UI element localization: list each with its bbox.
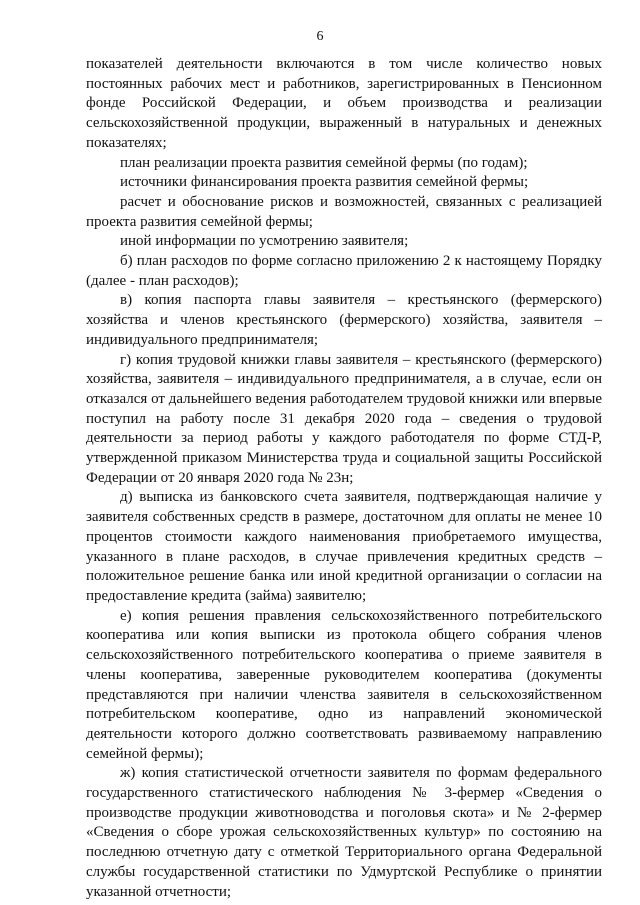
paragraph-other-info: иной информации по усмотрению заявителя; xyxy=(120,233,409,250)
paragraph-item-v: в) копия паспорта главы заявителя – крестьянского (фермерского) хозяйства и членов крестьянского (фермерского) хозяйства, заявителя – индивидуального предпринимателя; xyxy=(86,292,602,348)
paragraph-continuation: показателей деятельности включаются в том числе количество новых постоянных рабочих мест и работников, зарегистрированных в Пенсионном фонде Российской Федерации, и объем производства и реализации сельскохозяйственной продукции, выраженный в натуральных и денежных показателях; xyxy=(86,56,602,151)
paragraph-item-zh: ж) копия статистической отчетности заявителя по формам федерального государственного статистического наблюдения № 3-фермер «Сведения о производстве продукции животноводства и поголовья скота» и № 2-фермер «Сведения о сборе урожая сельскохозяйственных культур» по состоянию на последнюю отчетную дату с отметкой Территориального органа Федеральной службы государственной статистики по Удмуртской Республике о принятии указанной отчетности; xyxy=(86,765,602,900)
paragraph-item-d: д) выписка из банковского счета заявителя, подтверждающая наличие у заявителя собственных средств в размере, достаточном для оплаты не менее 10 процентов стоимости каждого наименования приобретаемого имущества, указанного в плане расходов, в случае привлечения кредитных средств – положительное решение банка или иной кредитной организации о согласии на предоставление кредита (займа) заявителю; xyxy=(86,489,602,604)
paragraph-plan-realization: план реализации проекта развития семейной фермы (по годам); xyxy=(120,154,528,171)
paragraph-funding-sources: источники финансирования проекта развития семейной фермы; xyxy=(120,174,529,191)
page-number: 6 xyxy=(316,29,324,44)
paragraph-risk-assessment: расчет и обоснование рисков и возможностей, связанных с реализацией проекта развития семейной фермы; xyxy=(86,193,602,230)
paragraph-item-e: е) копия решения правления сельскохозяйственного потребительского кооператива или копия выписки из протокола общего собрания членов сельскохозяйственного потребительского кооператива о приеме заявителя в члены кооператива, заверенные руководителем кооператива (документы представляются при наличии членства заявителя в сельскохозяйственном потребительском кооперативе, одно из направлений экономической деятельности которого должно соответствовать развиваемому направлению семейной фермы); xyxy=(86,607,602,762)
document-body xyxy=(86,55,602,902)
paragraph-item-b: б) план расходов по форме согласно приложению 2 к настоящему Порядку (далее - план расходов); xyxy=(86,253,602,289)
paragraph-item-g: г) копия трудовой книжки главы заявителя – крестьянского (фермерского) хозяйства, заявителя – индивидуального предпринимателя, а в случае, если он отказался от дальнейшего ведения работодателем трудовой книжки или впервые поступил на работу после 31 декабря 2020 года – сведения о трудовой деятельности за период работы у каждого работодателя по форме СТД-Р, утвержденной приказом Министерства труда и социальной защиты Российской Федерации от 20 января 2020 года № 23н; xyxy=(86,351,602,486)
